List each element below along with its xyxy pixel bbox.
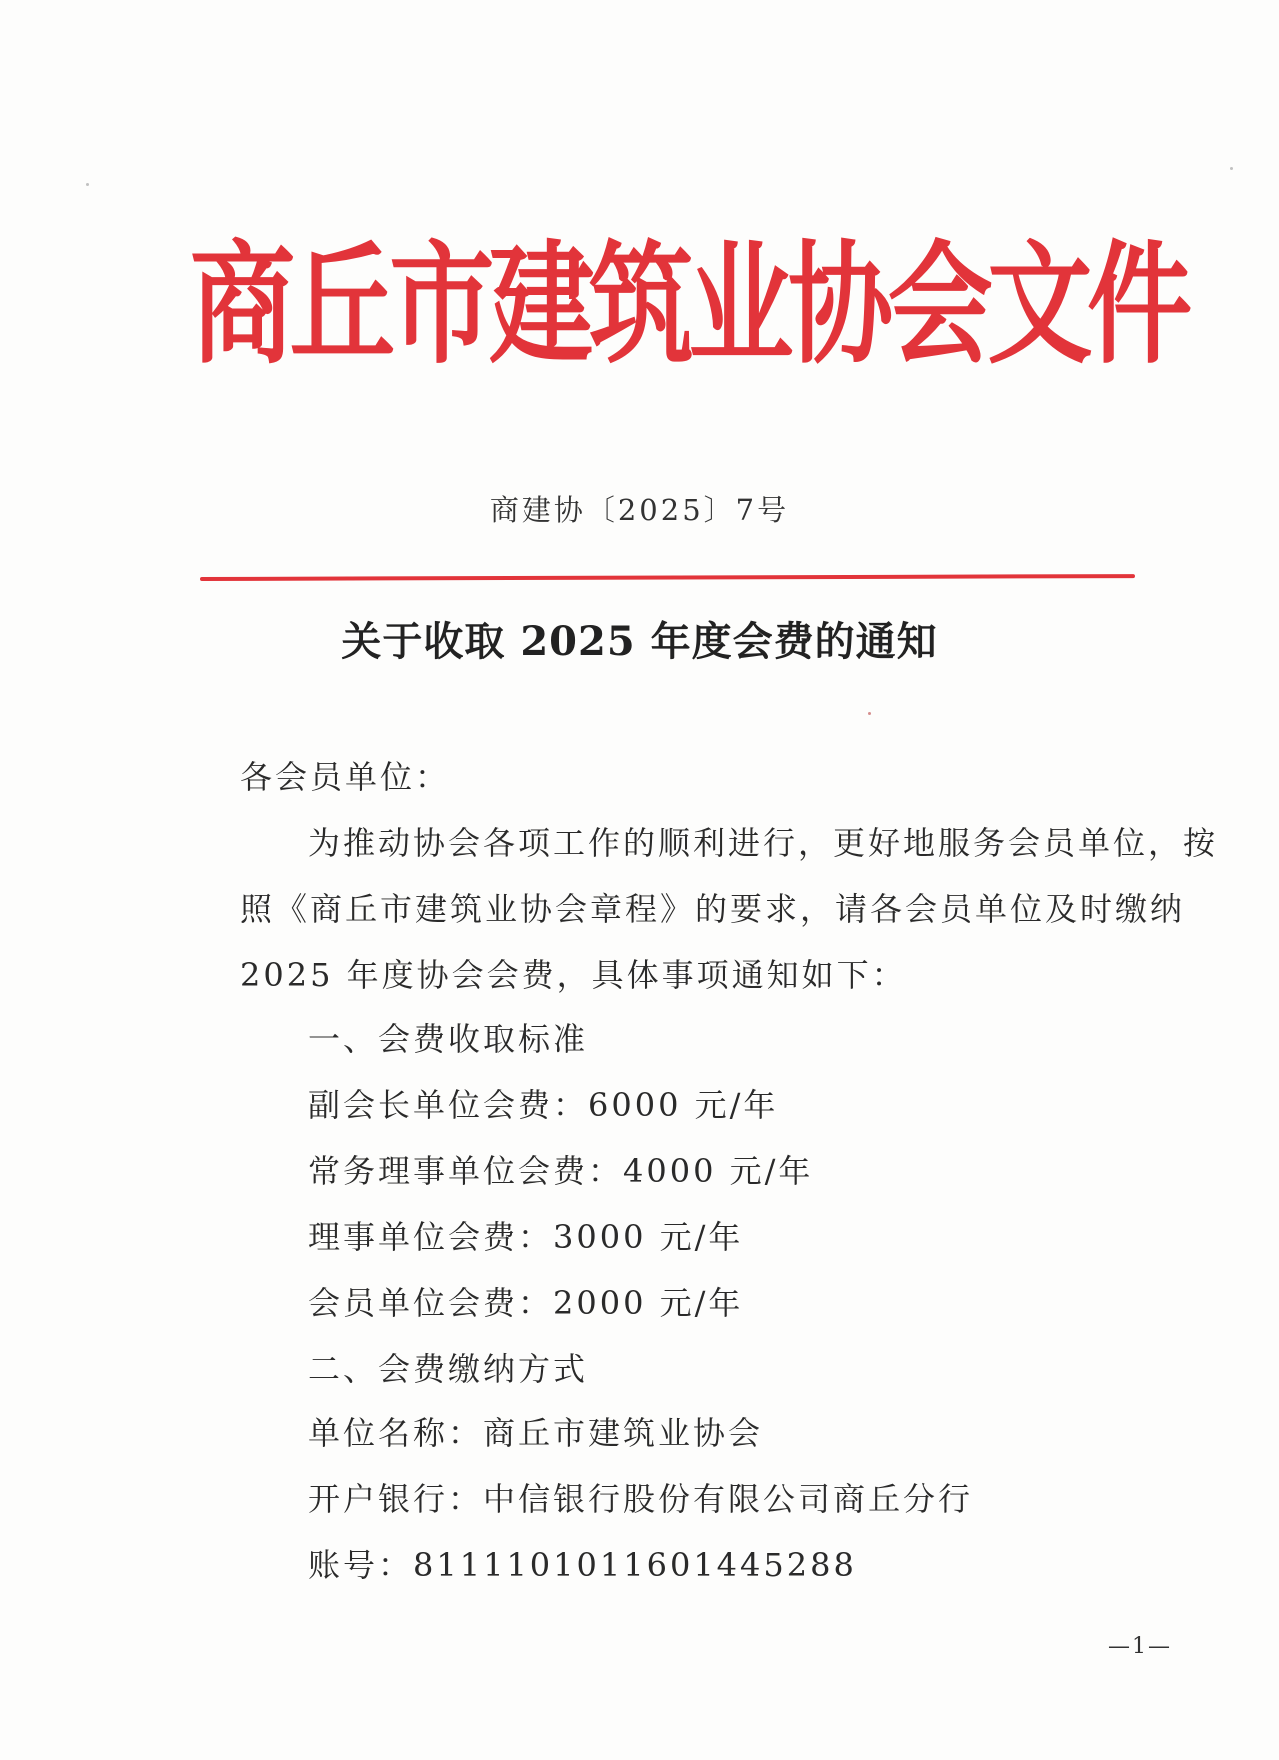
scan-speck xyxy=(868,712,871,715)
intro-line: 为推动协会各项工作的顺利进行，更好地服务会员单位，按 xyxy=(308,824,1219,862)
payee-name: 单位名称：商丘市建筑业协会 xyxy=(308,1414,764,1452)
intro-line: 2025 年度协会会费，具体事项通知如下： xyxy=(240,956,907,994)
scan-speck xyxy=(1230,167,1233,170)
section-heading-payment-method: 二、会费缴纳方式 xyxy=(308,1350,589,1388)
notice-title: 关于收取 2025 年度会费的通知 xyxy=(341,618,938,665)
red-divider-line xyxy=(200,574,1135,581)
fee-item-standing-director: 常务理事单位会费：4000 元/年 xyxy=(308,1152,814,1190)
salutation: 各会员单位： xyxy=(240,758,451,796)
page-number: —1— xyxy=(1108,1634,1172,1659)
account-number: 账号：8111101011601445288 xyxy=(308,1546,857,1584)
fee-item-vice-president: 副会长单位会费：6000 元/年 xyxy=(308,1086,779,1124)
masthead-title: 商丘市建筑业协会文件 xyxy=(190,226,1187,382)
fee-item-member: 会员单位会费：2000 元/年 xyxy=(308,1284,744,1322)
document-number: 商建协〔2025〕7号 xyxy=(489,493,790,527)
bank-name: 开户银行：中信银行股份有限公司商丘分行 xyxy=(308,1480,974,1518)
fee-item-director: 理事单位会费：3000 元/年 xyxy=(308,1218,744,1256)
section-heading-fee-standard: 一、会费收取标准 xyxy=(308,1020,589,1058)
scan-speck xyxy=(86,183,89,186)
intro-line: 照《商丘市建筑业协会章程》的要求，请各会员单位及时缴纳 xyxy=(240,890,1186,928)
